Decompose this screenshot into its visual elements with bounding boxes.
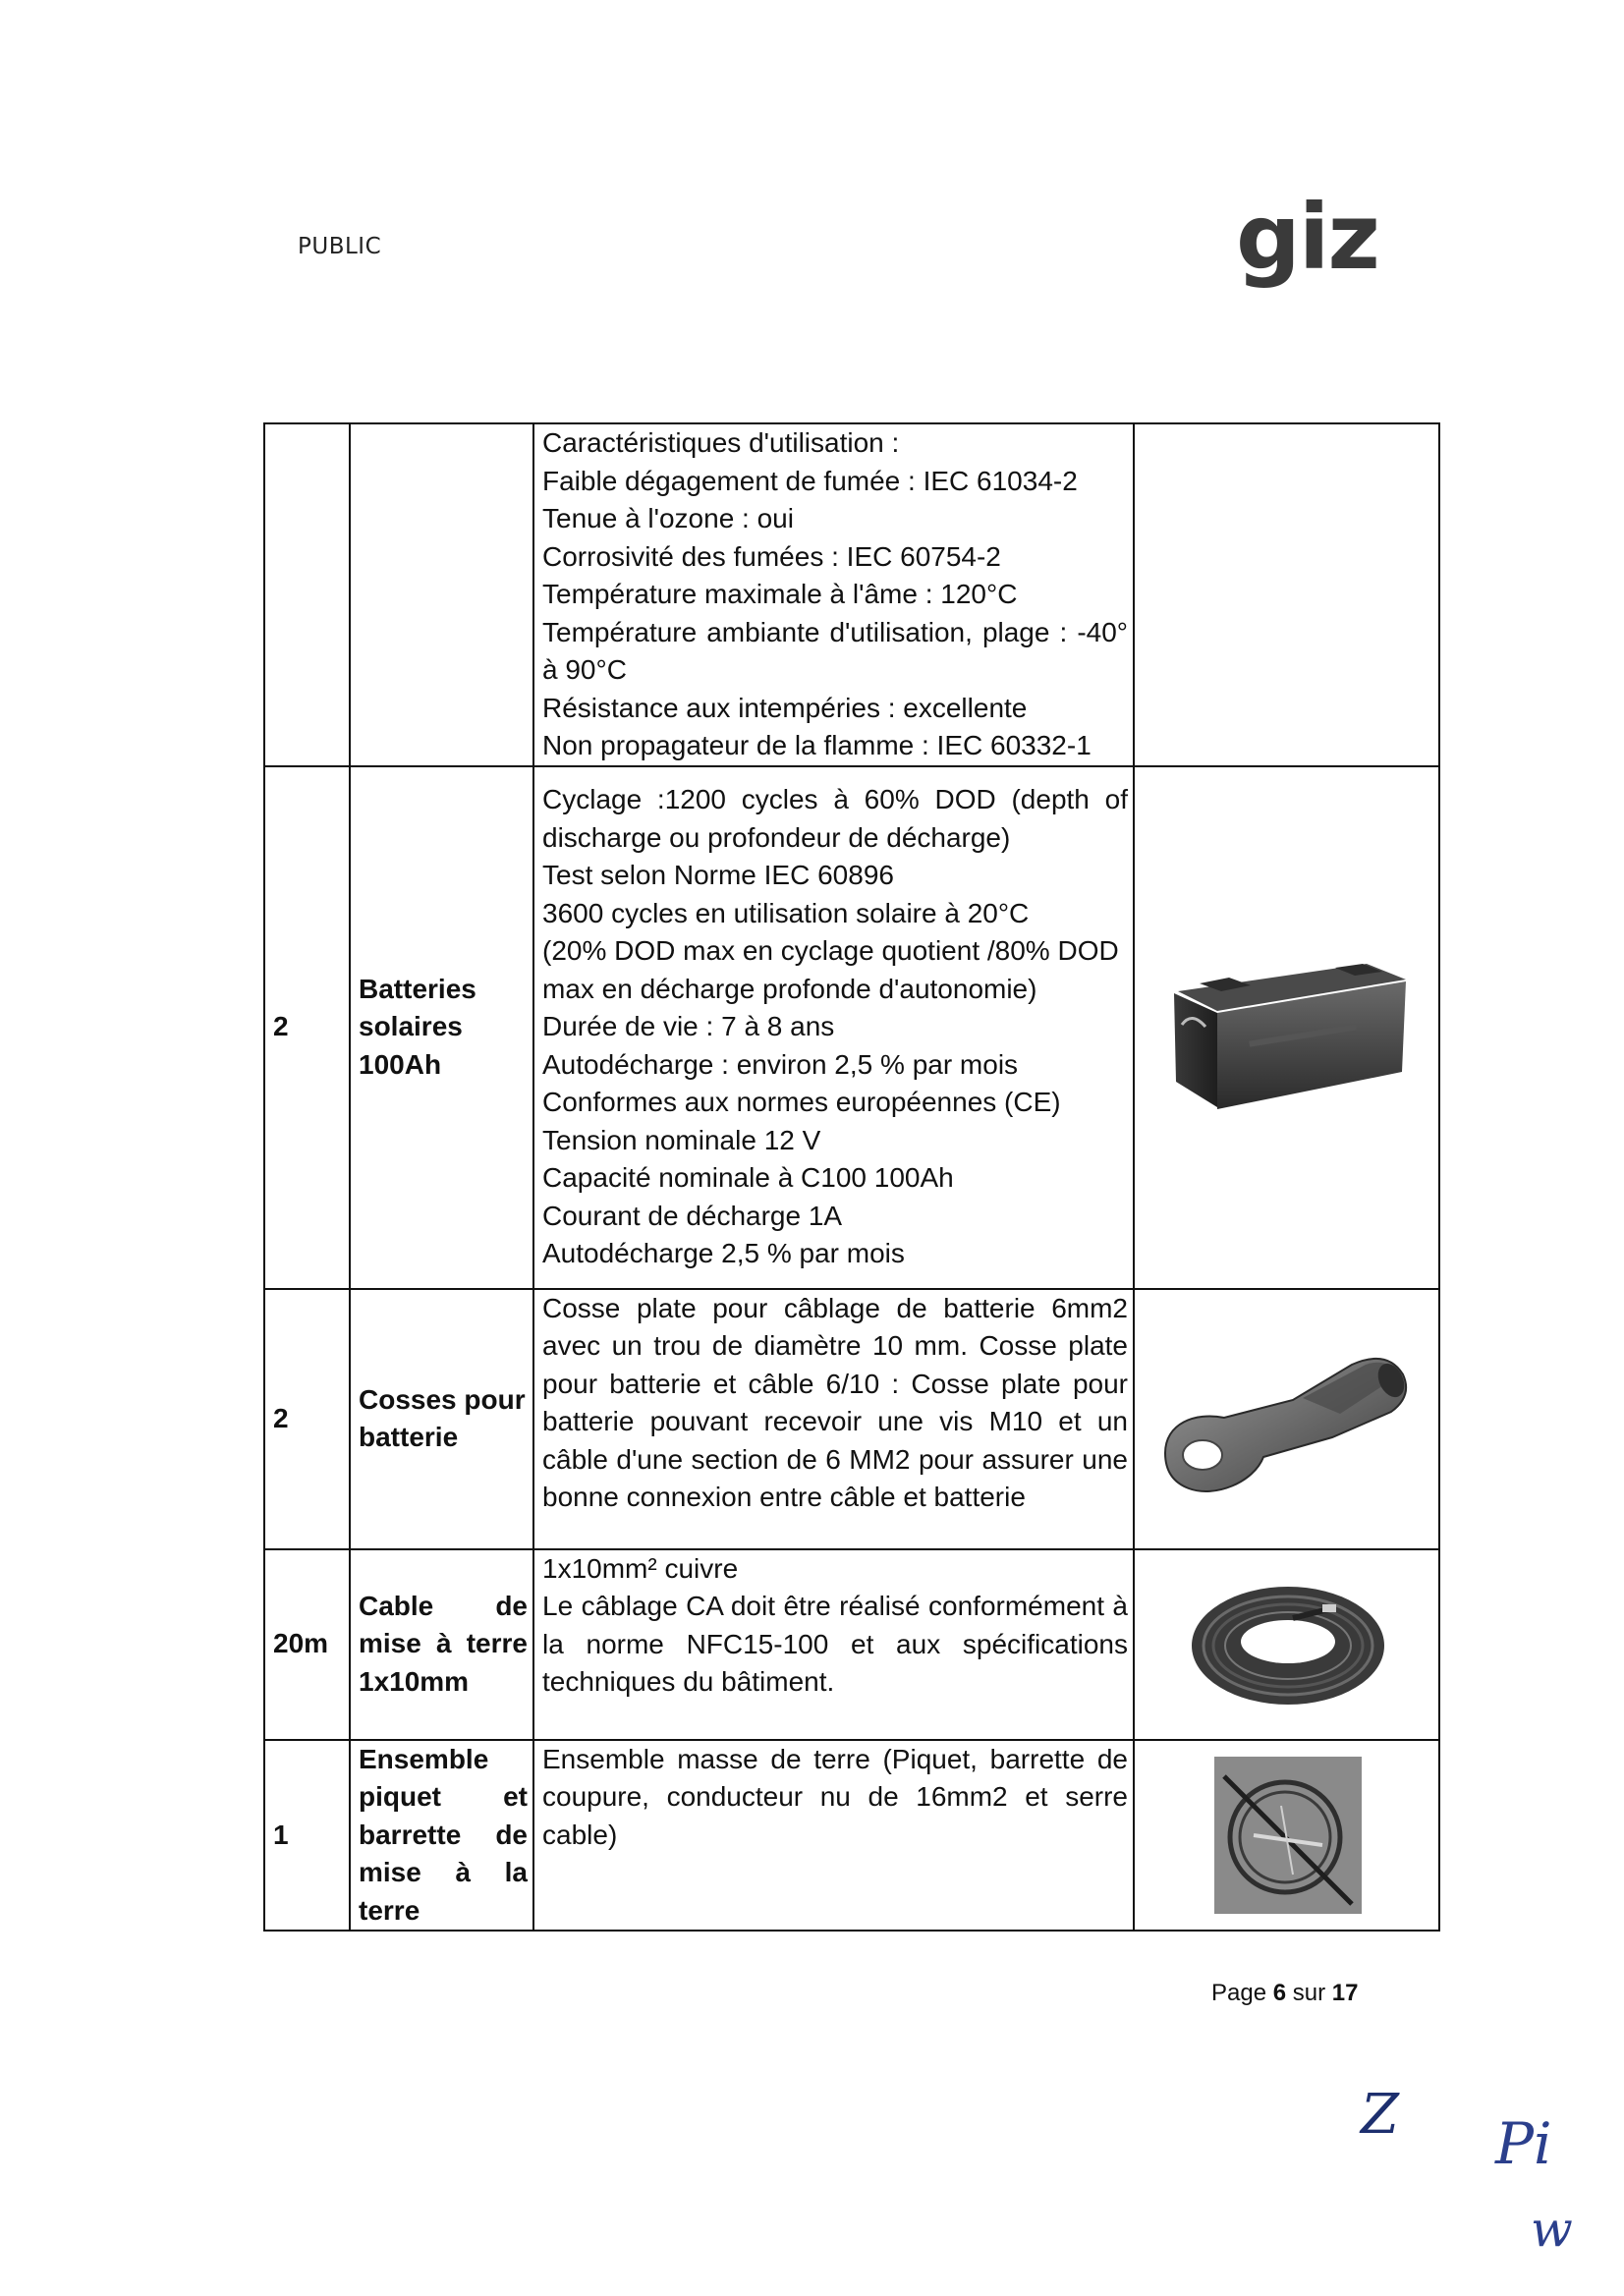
description-line: Caractéristiques d'utilisation : xyxy=(542,427,900,458)
description-line: Cyclage :1200 cycles à 60% DOD (depth of discharge ou profondeur de décharge) xyxy=(542,784,1128,853)
description-line: Résistance aux intempéries : excellente xyxy=(542,692,1028,723)
item-name-cell: Ensemble piquet et barrette de mise à la terre xyxy=(350,1740,533,1932)
description-cell xyxy=(533,423,1134,766)
quantity-cell: 2 xyxy=(264,1289,350,1549)
image-cell xyxy=(1134,1289,1439,1549)
item-name-cell: Cable de mise à terre 1x10mm xyxy=(350,1549,533,1740)
quantity-cell: 2 xyxy=(264,766,350,1289)
page-total: 17 xyxy=(1331,1980,1359,2006)
description-line: Autodécharge 2,5 % par mois xyxy=(542,1238,905,1269)
page-separator: sur xyxy=(1292,1980,1326,2006)
description-line: Température maximale à l'âme : 120°C xyxy=(542,579,1018,609)
classification-label: PUBLIC xyxy=(298,234,382,259)
description-line: 1x10mm² cuivre xyxy=(542,1552,739,1584)
description-line: Tenue à l'ozone : oui xyxy=(542,503,794,533)
item-name-cell: Cosses pour batterie xyxy=(350,1289,533,1549)
description-line: Courant de décharge 1A xyxy=(542,1200,843,1231)
description-cell xyxy=(533,1740,1134,1932)
image-cell xyxy=(1134,423,1439,766)
description-line: Capacité nominale à C100 100Ah xyxy=(542,1162,954,1194)
quantity-cell xyxy=(264,423,350,766)
description-line: Corrosivité des fumées : IEC 60754-2 xyxy=(542,540,1001,572)
description-cell xyxy=(533,1289,1134,1549)
description-line: Ensemble masse de terre (Piquet, barrette de coupure, conducteur nu de 16mm2 et serre cable) xyxy=(542,1743,1128,1850)
handwritten-mark: w xyxy=(1531,2201,1573,2258)
lug-photo xyxy=(1155,1335,1421,1502)
table-row xyxy=(264,1289,1439,1549)
table-row xyxy=(264,766,1439,1289)
cable-coil-photo xyxy=(1185,1571,1391,1718)
giz-logo: giz xyxy=(1236,185,1378,290)
description-line: Le câblage CA doit être réalisé conformément à la norme NFC15-100 et aux spécifications techniques du bâtiment. xyxy=(542,1591,1128,1697)
image-cell xyxy=(1134,1549,1439,1740)
page-number xyxy=(1211,1980,1358,2007)
page-word: Page xyxy=(1211,1980,1267,2006)
table-row xyxy=(264,423,1439,766)
page-current: 6 xyxy=(1272,1980,1287,2006)
handwritten-initial: Z xyxy=(1361,2083,1399,2147)
description-line: 3600 cycles en utilisation solaire à 20°C xyxy=(542,897,1030,928)
quantity-cell: 1 xyxy=(264,1740,350,1932)
table-row xyxy=(264,1740,1439,1932)
description-line: Cosse plate pour câblage de batterie 6mm2 avec un trou de diamètre 10 mm. Cosse plate pour batterie et câble 6/10 : Cosse plate pour batterie pouvant recevoir une vis M10 et un câble d'une section de 6 MM2 pour assurer une bonne connexion entre câble et batterie xyxy=(542,1292,1128,1512)
description-line: Autodécharge : environ 2,5 % par mois xyxy=(542,1048,1019,1080)
description-line: Faible dégagement de fumée : IEC 61034-2 xyxy=(542,465,1078,496)
image-cell xyxy=(1134,766,1439,1289)
table-row xyxy=(264,1549,1439,1740)
battery-photo xyxy=(1160,934,1416,1121)
description-cell xyxy=(533,1549,1134,1740)
item-name-cell: Batteries solaires 100Ah xyxy=(350,766,533,1289)
description-line: (20% DOD max en cyclage quotient /80% DOD max en décharge profonde d'autonomie) xyxy=(542,935,1119,1004)
description-line: Température ambiante d'utilisation, plage : -40° à 90°C xyxy=(542,616,1128,685)
image-cell xyxy=(1134,1740,1439,1932)
description-cell xyxy=(533,766,1134,1289)
description-line: Test selon Norme IEC 60896 xyxy=(542,860,894,891)
specification-table xyxy=(263,422,1440,1932)
quantity-cell: 20m xyxy=(264,1549,350,1740)
description-line: Non propagateur de la flamme : IEC 60332-1 xyxy=(542,730,1092,760)
handwritten-initials: Pi xyxy=(1495,2110,1552,2177)
description-line: Conformes aux normes européennes (CE) xyxy=(542,1087,1061,1118)
description-line: Tension nominale 12 V xyxy=(542,1124,821,1155)
item-name-cell xyxy=(350,423,533,766)
description-line: Durée de vie : 7 à 8 ans xyxy=(542,1011,835,1042)
earthing-kit-photo xyxy=(1214,1757,1362,1914)
